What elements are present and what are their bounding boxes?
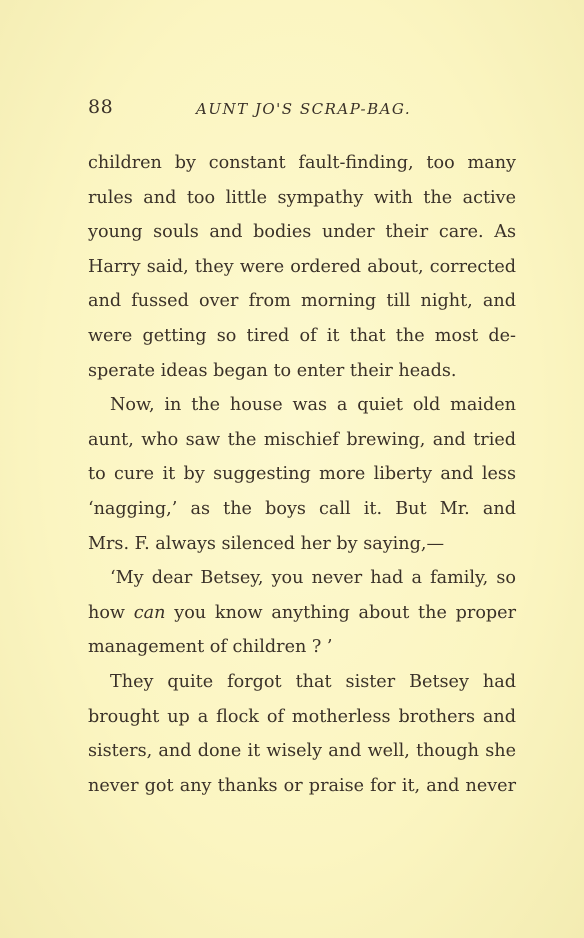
running-head: AUNT JO'S SCRAP-BAG. bbox=[196, 100, 412, 118]
text-line: and fussed over from morning till night, and bbox=[88, 291, 516, 312]
page-header bbox=[88, 96, 518, 122]
text-line: rules and too little sympathy with the active bbox=[88, 187, 516, 208]
text-line-with-italic bbox=[88, 596, 516, 631]
text-line: ‘nagging,’ as the boys call it. But Mr. and bbox=[88, 498, 516, 519]
text-line: were getting so tired of it that the most de- bbox=[88, 325, 516, 346]
text-line: They quite forgot that sister Betsey had bbox=[110, 671, 516, 692]
text-line: to cure it by suggesting more liberty and less bbox=[88, 464, 516, 485]
text-line: children by constant fault-finding, too many bbox=[88, 153, 516, 173]
text-line: never got any thanks or praise for it, and never bbox=[88, 775, 516, 796]
text-line: sisters, and done it wisely and well, though she bbox=[88, 741, 516, 762]
text-line: Mrs. F. always silenced her by saying,— bbox=[88, 533, 445, 554]
text-line: Now, in the house was a quiet old maiden bbox=[110, 395, 516, 416]
text-line: management of children ? ’ bbox=[88, 637, 333, 658]
text-line: ‘My dear Betsey, you never had a family, so bbox=[110, 568, 516, 589]
text-line: brought up a flock of motherless brothers and bbox=[88, 706, 516, 727]
page-number: 88 bbox=[88, 96, 114, 118]
text-line: aunt, who saw the mischief brewing, and tried bbox=[88, 429, 516, 450]
text-line: sperate ideas began to enter their heads. bbox=[88, 360, 457, 381]
body-text bbox=[88, 146, 516, 803]
text-fragment: you know anything about the proper bbox=[174, 602, 517, 623]
text-line: Harry said, they were ordered about, corrected bbox=[88, 256, 516, 277]
italic-word: can bbox=[133, 602, 166, 623]
text-fragment: how bbox=[88, 602, 125, 623]
text-line: young souls and bodies under their care. As bbox=[88, 222, 516, 243]
